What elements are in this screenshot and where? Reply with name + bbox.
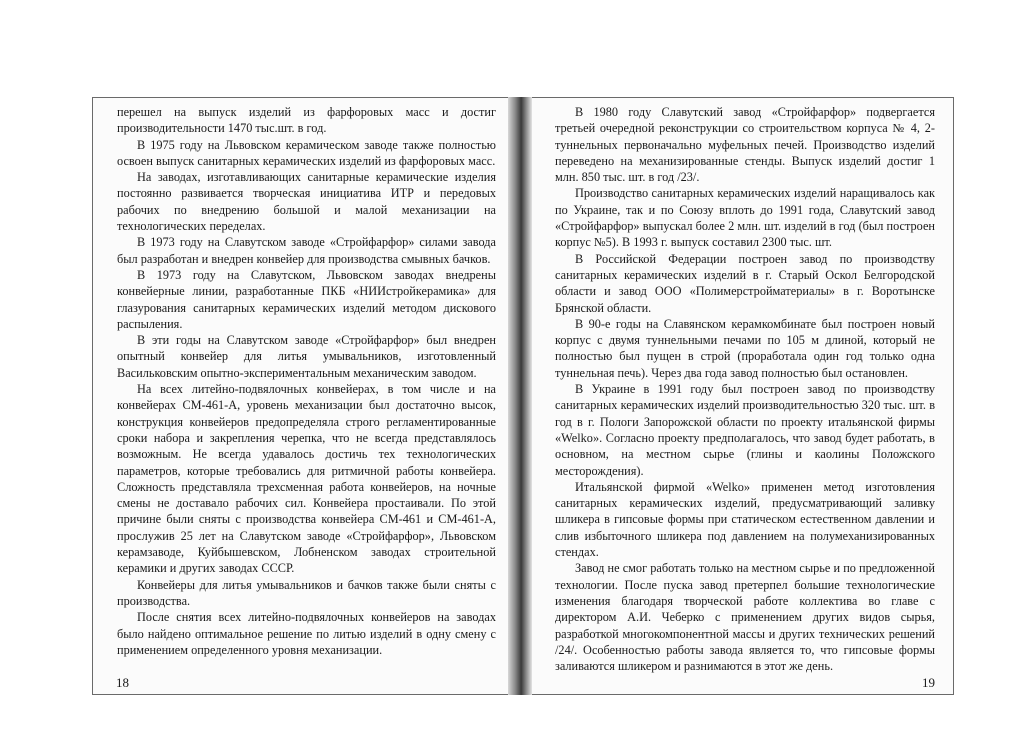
- book-gutter: [508, 97, 532, 695]
- page-number-left: 18: [116, 675, 129, 690]
- paragraph: В 1980 году Славутский завод «Стройфарфор» подвергается третьей очередной реконструкции со строительством корпуса № 4, 2-туннельных первоначально муфельных печей. Производство изделий переведено на механизированные стенды. Выпуск изделий достиг 1 млн. 850 тыс. шт. в год /23/.: [555, 105, 935, 185]
- paragraph: На заводах, изготавливающих санитарные керамические изделия постоянно развивается творческая инициатива ИТР и передовых рабочих по внедрению большой и малой механизации на технологических переделах.: [117, 170, 496, 234]
- paragraph: Производство санитарных керамических изделий наращивалось как по Украине, так и по Союзу вплоть до 1991 года, Славутский завод «Стройфарфор» выпускал более 2 млн. шт. изделий в год (был построен корпус №5). В 1993 г. выпуск составил 2300 тыс. шт.: [555, 186, 935, 250]
- paragraph: В 90-е годы на Славянском керамкомбинате был построен новый корпус с двумя туннельными печами по 105 м длиной, который не полностью был пущен в строй (проработала один год только одна туннельная печь). Через два года завод полностью был остановлен.: [555, 316, 935, 380]
- left-page-text: [117, 104, 496, 658]
- paragraph: Завод не смог работать только на местном сырье и по предложенной технологии. После пуска завод претерпел большие технологические изменения благодаря творческой работе коллектива во главе с директором А.И. Чеберко с применением других видов сырья, разработкой многокомпонентной массы и других технических решений /24/. Особенностью работы завода является то, что гипсовые формы заливаются шликером и разнимаются в этот же день.: [555, 561, 935, 674]
- paragraph: В Украине в 1991 году был построен завод по производству санитарных керамических изделий производительностью 320 тыс. шт. в год в г. Пологи Запорожской области по проекту итальянской фирмы «Welko». Согласно проекту предполагалось, что завод будет работать, в основном, на местном сырье (глины и каолины Положского месторождения).: [555, 382, 935, 478]
- paragraph: После снятия всех литейно-подвялочных конвейеров на заводах было найдено оптимальное решение по литью изделий в одну смену с применением определенного уровня механизации.: [117, 610, 496, 657]
- paragraph: Итальянской фирмой «Welko» применен метод изготовления санитарных керамических изделий, предусматривающий заливку шликера в гипсовые формы при статическом естественном давлении и слив избыточного шликера под давлением на полумеханизированных стендах.: [555, 479, 935, 560]
- right-page-text: [555, 104, 935, 674]
- page-number-right: 19: [922, 675, 935, 690]
- paragraph: Конвейеры для литья умывальников и бачков также были сняты с производства.: [117, 577, 496, 608]
- paragraph: В 1973 году на Славутском заводе «Стройфарфор» силами завода был разработан и внедрен конвейер для производства смывных бачков.: [117, 235, 496, 266]
- paragraph: В 1973 году на Славутском, Львовском заводах внедрены конвейерные линии, разработанные ПКБ «НИИстройкерамика» для глазурования санитарных керамических изделий методом дискового распыления.: [117, 267, 496, 331]
- paragraph: В эти годы на Славутском заводе «Стройфарфор» был внедрен опытный конвейер для литья умывальников, изготовленный Васильковским опытно-экспериментальным механическим заводом.: [117, 333, 496, 380]
- paragraph: На всех литейно-подвялочных конвейерах, в том числе и на конвейерах СМ-461-А, уровень механизации был достаточно высок, конструкция конвейеров предопределяла строго регламентированные сроки набора и закрепления черепка, что не всегда представлялось возможным. Не всегда удавалось достичь тех технологических параметров, которые требовались для ритмичной работы конвейера. Сложность представляла трехсменная работа конвейеров, на ночные смены не доставало рабочих сил. Конвейера простаивали. По этой причине были сняты с производства конвейера СМ-461 и СМ-461-А, прослужив 25 лет на Славутском заводе «Стройфарфор», Львовском керамзаводе, Куйбышевском, Лобненском заводах строительной керамики и других заводах СССР.: [117, 382, 496, 576]
- paragraph: В 1975 году на Львовском керамическом заводе также полностью освоен выпуск санитарных керамических изделий из фарфоровых масс.: [117, 137, 496, 168]
- paragraph: перешел на выпуск изделий из фарфоровых масс и достиг производительности 1470 тыс.шт. в год.: [117, 105, 496, 136]
- paragraph: В Российской Федерации построен завод по производству санитарных керамических изделий в г. Старый Оскол Белгородской области и завод ООО «Полимерстройматериалы» в г. Воротынске Брянской области.: [555, 251, 935, 315]
